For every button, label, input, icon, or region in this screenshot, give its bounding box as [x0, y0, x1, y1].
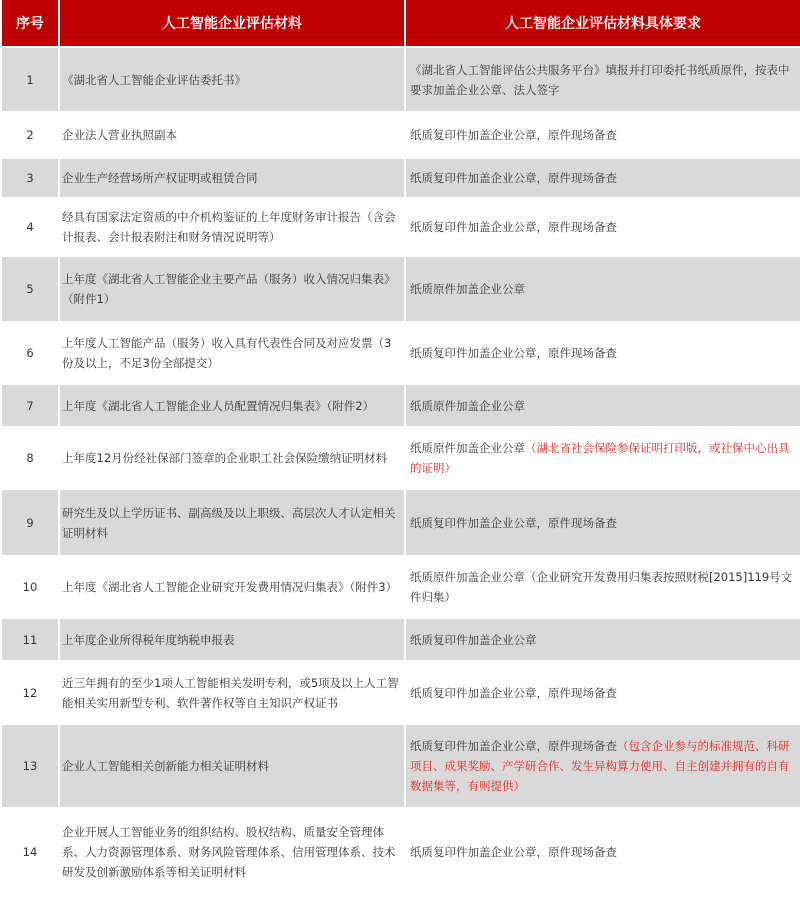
- row-material: 企业开展人工智能业务的组织结构、股权结构、质量安全管理体系、人力资源管理体系、财务风险管理体系、信用管理体系、技术研发及创新激励体系等相关证明材料: [59, 808, 405, 896]
- row-index: 5: [1, 256, 59, 322]
- row-material: 上年度《湖北省人工智能企业主要产品（服务）收入情况归集表》（附件1）: [59, 256, 405, 322]
- row-requirement: [405, 158, 800, 198]
- requirement-text: 纸质复印件加盖企业公章，原件现场备查: [410, 346, 617, 360]
- table-row: [1, 427, 800, 489]
- row-material: 企业人工智能相关创新能力相关证明材料: [59, 724, 405, 808]
- row-material: 经具有国家法定资质的中介机构鉴证的上年度财务审计报告（含会计报表、会计报表附注和财务情况说明等）: [59, 198, 405, 256]
- row-requirement: [405, 808, 800, 896]
- requirement-text: 《湖北省人工智能评估公共服务平台》填报并打印委托书纸质原件，按表中要求加盖企业公章、法人签字: [410, 62, 790, 97]
- requirement-text: 纸质原件加盖企业公章: [410, 282, 525, 296]
- table-row: [1, 198, 800, 256]
- table-header: [1, 0, 800, 47]
- table-row: [1, 158, 800, 198]
- row-requirement: [405, 489, 800, 556]
- row-requirement: [405, 112, 800, 158]
- row-requirement: [405, 427, 800, 489]
- row-material: 研究生及以上学历证书、副高级及以上职级、高层次人才认定相关证明材料: [59, 489, 405, 556]
- row-material: 近三年拥有的至少1项人工智能相关发明专利，或5项及以上人工智能相关实用新型专利、软件著作权等自主知识产权证书: [59, 661, 405, 724]
- table-row: [1, 724, 800, 808]
- row-index: 2: [1, 112, 59, 158]
- row-index: 1: [1, 47, 59, 112]
- table-row: [1, 112, 800, 158]
- requirement-text: 纸质原件加盖企业公章: [410, 398, 525, 413]
- requirement-text: 纸质原件加盖企业公章（企业研究开发费用归集表按照财税[2015]119号文件归集）: [410, 570, 793, 604]
- requirement-text: 纸质复印件加盖企业公章: [410, 632, 537, 647]
- table-row: [1, 618, 800, 661]
- table-row: [1, 322, 800, 384]
- row-index: 13: [1, 724, 59, 808]
- row-material: 企业生产经营场所产权证明或租赁合同: [59, 158, 405, 198]
- header-requirement: 人工智能企业评估材料具体要求: [405, 0, 800, 47]
- row-requirement: [405, 556, 800, 618]
- row-requirement: [405, 618, 800, 661]
- row-material: 上年度《湖北省人工智能企业研究开发费用情况归集表》（附件3）: [59, 556, 405, 618]
- row-index: 12: [1, 661, 59, 724]
- requirement-text: 纸质复印件加盖企业公章，原件现场备查: [410, 739, 617, 753]
- row-requirement: [405, 724, 800, 808]
- row-requirement: [405, 661, 800, 724]
- row-requirement: [405, 47, 800, 112]
- row-requirement: [405, 322, 800, 384]
- table-row: [1, 489, 800, 556]
- row-index: 6: [1, 322, 59, 384]
- requirement-text: 纸质复印件加盖企业公章，原件现场备查: [410, 685, 617, 700]
- requirement-text: 纸质复印件加盖企业公章，原件现场备查: [410, 515, 617, 530]
- row-index: 11: [1, 618, 59, 661]
- table-row: [1, 47, 800, 112]
- row-material: 《湖北省人工智能企业评估委托书》: [59, 47, 405, 112]
- table-row: [1, 384, 800, 427]
- row-index: 4: [1, 198, 59, 256]
- requirement-text: 纸质复印件加盖企业公章，原件现场备查: [410, 171, 617, 185]
- table-row: [1, 661, 800, 724]
- row-index: 3: [1, 158, 59, 198]
- table-row: [1, 556, 800, 618]
- table-row: [1, 808, 800, 896]
- row-requirement: [405, 256, 800, 322]
- requirement-text: 纸质复印件加盖企业公章，原件现场备查: [410, 220, 617, 234]
- row-material: 上年度人工智能产品（服务）收入具有代表性合同及对应发票（3份及以上，不足3份全部提交）: [59, 322, 405, 384]
- row-index: 7: [1, 384, 59, 427]
- row-material: 企业法人营业执照副本: [59, 112, 405, 158]
- row-material: 上年度《湖北省人工智能企业人员配置情况归集表》（附件2）: [59, 384, 405, 427]
- header-index: 序号: [1, 0, 59, 47]
- requirement-note: （湖北省社会保险参保证明打印版，或社保中心出具的证明）: [410, 441, 790, 475]
- header-material: 人工智能企业评估材料: [59, 0, 405, 47]
- row-material: 上年度企业所得税年度纳税申报表: [59, 618, 405, 661]
- row-requirement: [405, 384, 800, 427]
- requirement-text: 纸质复印件加盖企业公章，原件现场备查: [410, 845, 617, 859]
- requirement-text: 纸质原件加盖企业公章: [410, 441, 525, 455]
- row-index: 8: [1, 427, 59, 489]
- row-index: 10: [1, 556, 59, 618]
- row-requirement: [405, 198, 800, 256]
- row-index: 9: [1, 489, 59, 556]
- requirement-text: 纸质复印件加盖企业公章，原件现场备查: [410, 128, 617, 142]
- requirement-note: （包含企业参与的标准规范、科研项目、成果奖励、产学研合作、发生异构算力使用、自主创建并拥有的自有数据集等，有则提供）: [410, 739, 790, 793]
- row-index: 14: [1, 808, 59, 896]
- row-material: 上年度12月份经社保部门签章的企业职工社会保险缴纳证明材料: [59, 427, 405, 489]
- table-row: [1, 256, 800, 322]
